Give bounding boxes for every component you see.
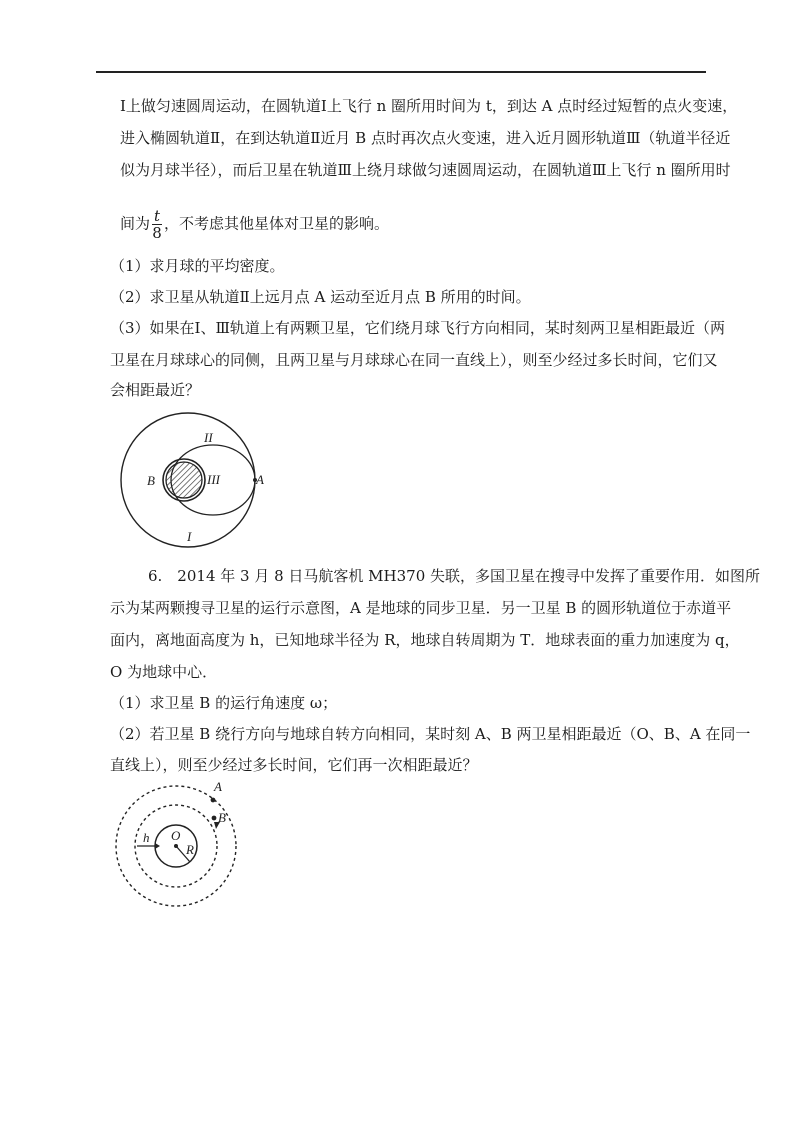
p6-question-1: （1）求卫星 B 的运行角速度 ω； (110, 694, 338, 712)
height-h-arrowhead (155, 843, 160, 849)
p5-question-1: （1）求月球的平均密度。 (110, 257, 285, 275)
point-a-label: A (256, 472, 264, 487)
p6-question-2-line-1: （2）若卫星 B 绕行方向与地球自转方向相同，某时刻 A、B 两卫星相距最近（O、B、A 在同一 (110, 725, 751, 743)
label-o: O (171, 828, 181, 843)
fraction-denominator: 8 (152, 224, 162, 242)
p6-question-2-line-2: 直线上），则至少经过多长时间，它们再一次相距最近？ (110, 756, 478, 774)
satellite-b-dot (212, 816, 217, 821)
label-h: h (143, 830, 150, 845)
label-r: R (186, 842, 194, 857)
label-a: A (214, 779, 222, 794)
p5-line-1: Ⅰ上做匀速圆周运动，在圆轨道Ⅰ上飞行 n 圈所用时间为 t，到达 A 点时经过短暂的点火变速， (120, 97, 738, 115)
p6-line-2: 示为某两颗搜寻卫星的运行示意图，A 是地球的同步卫星．另一卫星 B 的圆形轨道位于赤道平 (110, 599, 732, 617)
p5-line-2: 进入椭圆轨道Ⅱ，在到达轨道Ⅱ近月 B 点时再次点火变速，进入近月圆形轨道Ⅲ（轨道半径近 (120, 129, 731, 147)
moon-disc (166, 462, 202, 498)
lunar-orbit-figure (110, 412, 270, 552)
orbit-2-label: II (204, 430, 213, 445)
orbit-3-label: III (207, 472, 220, 487)
p6-line-4: O 为地球中心． (110, 663, 218, 681)
p5-time-suffix: ，不考虑其他星体对卫星的影响。 (164, 214, 390, 233)
t-over-8-fraction (152, 208, 162, 241)
satellite-a-dot (211, 798, 216, 803)
p5-question-2: （2）求卫星从轨道Ⅱ上远月点 A 运动至近月点 B 所用的时间。 (110, 288, 531, 306)
p5-question-3-line-1: （3）如果在Ⅰ、Ⅲ轨道上有两颗卫星，它们绕月球飞行方向相同，某时刻两卫星相距最近（两 (110, 319, 725, 337)
p5-question-3-line-3: 会相距最近？ (110, 381, 201, 399)
fraction-numerator: t (154, 207, 161, 225)
p5-line-3: 似为月球半径），而后卫星在轨道Ⅲ上绕月球做匀速圆周运动，在圆轨道Ⅲ上飞行 n 圈所用时 (120, 161, 731, 179)
point-b-label: B (147, 473, 155, 488)
header-rule (96, 71, 706, 73)
p6-line-1: 6. 2014 年 3 月 8 日马航客机 MH370 失联，多国卫星在搜寻中发挥了重要作用．如图所 (148, 567, 761, 585)
p5-question-3-line-2: 卫星在月球球心的同侧，且两卫星与月球球心在同一直线上），则至少经过多长时间，它们又 (110, 351, 718, 369)
orbit-1-label: I (187, 529, 192, 544)
p5-time-prefix: 间为 (120, 214, 151, 233)
earth-satellite-figure (110, 778, 250, 918)
p6-line-3: 面内，离地面高度为 h，已知地球半径为 R，地球自转周期为 T．地球表面的重力加速度为 q， (110, 631, 740, 649)
label-b: B (218, 810, 226, 825)
p5-line-4 (120, 208, 389, 241)
